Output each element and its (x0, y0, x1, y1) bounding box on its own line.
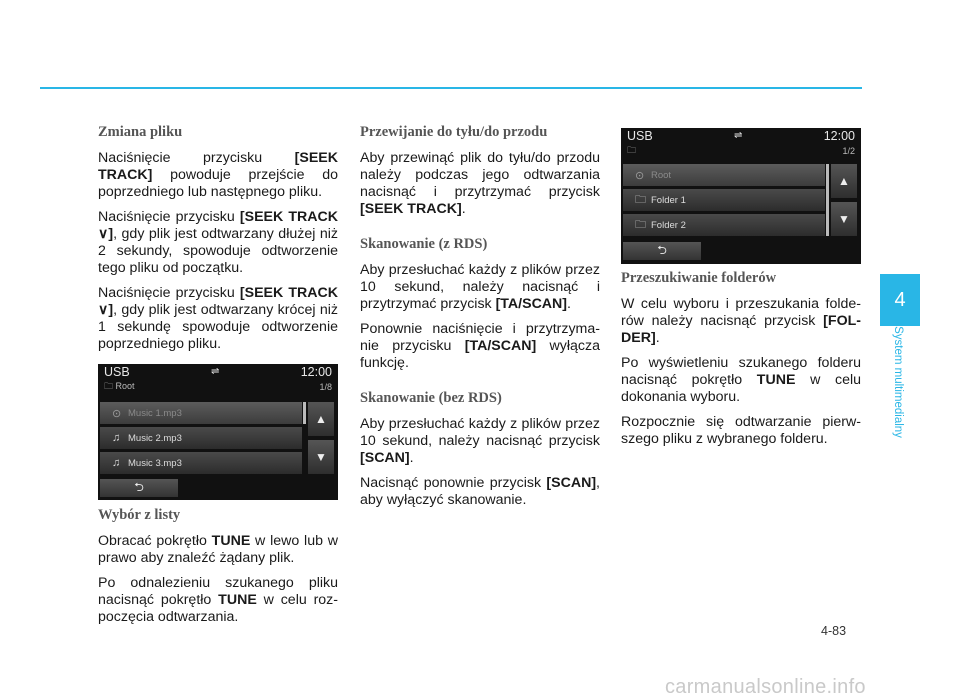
list-item[interactable] (100, 427, 302, 449)
path (104, 379, 135, 395)
text: Aby przesłuchać każdy z plików przez 10 sekund, należy nacisnąć przycisk (360, 416, 600, 449)
arrow-down-icon: ▼ (838, 212, 850, 226)
screen-status-bar (621, 128, 861, 143)
paragraph (98, 285, 338, 353)
clock: 12:00 (300, 364, 332, 379)
music-note-icon: ♫ (112, 457, 121, 469)
usb-icon: ⇌ (211, 366, 220, 377)
text: Nacisnąć ponownie przycisk (360, 475, 547, 491)
text: Naciśnięcie przycisku (98, 209, 240, 225)
list-item-label: Folder 1 (651, 194, 686, 206)
scroll-up-button[interactable] (308, 402, 334, 436)
text: Po odnalezieniu szukanego pliku nacisnąć pokrętło (98, 575, 338, 608)
text: W celu wyboru i przeszukania folde-rów należy nacisnąć przycisk (621, 296, 861, 329)
column-3 (621, 270, 861, 456)
scrollbar[interactable] (826, 164, 829, 236)
text: powoduje przejście do poprzedniego lub następnego pliku. (98, 167, 338, 200)
usb-folder-list-screen (621, 128, 861, 264)
list-item[interactable] (623, 189, 825, 211)
paragraph (360, 475, 600, 509)
paragraph (98, 533, 338, 567)
button-ref: [SCAN] (360, 450, 410, 466)
usb-icon: ⇌ (734, 130, 743, 141)
paragraph (360, 321, 600, 372)
text: w celu roz-poczęcia odtwarzania. (98, 592, 339, 625)
text: . (409, 450, 414, 466)
text: w celu dokonania wyboru. (621, 372, 862, 405)
source-label: USB (627, 128, 653, 143)
list-item-label: Music 1.mp3 (128, 407, 182, 419)
list-item[interactable] (100, 402, 302, 424)
scroll-down-button[interactable] (308, 440, 334, 474)
button-ref: [SEEK TRACK ∨] (98, 285, 339, 318)
folder-icon: 🗀 (104, 380, 114, 391)
text: , gdy plik jest odtwarzany dłużej niż 2 sekundy, spowoduje odtworzenie tego pliku od początku. (98, 226, 338, 276)
path-label: Root (115, 380, 135, 391)
text: Aby przewinąć plik do tyłu/do przodu należy podczas jego odtwarzania nacisnąć i przytrzymać przycisk (360, 150, 600, 200)
button-ref: [FOL-DER] (621, 313, 861, 346)
paragraph (98, 575, 338, 626)
folder-icon: 🗀 (635, 218, 646, 231)
list-item[interactable] (623, 214, 825, 236)
text: wyłącza funkcję. (360, 338, 600, 371)
text: Naciśnięcie przycisku (98, 150, 295, 166)
paragraph (98, 150, 338, 201)
paragraph (98, 209, 338, 277)
knob-ref: TUNE (756, 372, 796, 388)
text: Naciśnięcie przycisku (98, 285, 240, 301)
column-2 (360, 124, 600, 517)
paragraph (360, 416, 600, 467)
folder-icon: 🗀 (627, 144, 637, 155)
play-circle-icon: ⊙ (635, 169, 645, 182)
back-button[interactable] (623, 242, 701, 260)
column-1-lower (98, 507, 338, 634)
usb-file-list-screen (98, 364, 338, 500)
paragraph: Rozpocznie się odtwarzanie pierw-szego pliku z wybranego folderu. (621, 414, 861, 447)
knob-ref: TUNE (211, 533, 251, 549)
section-label-container (878, 322, 918, 482)
list-item-label: Root (651, 169, 672, 181)
folder-icon: 🗀 (635, 193, 646, 206)
heading-rewind: Przewijanie do tyłu/do przodu (360, 124, 548, 140)
heading-scan-rds: Skanowanie (z RDS) (360, 236, 488, 252)
scroll-down-button[interactable] (831, 202, 857, 236)
scroll-up-button[interactable] (831, 164, 857, 198)
heading-scan-no-rds: Skanowanie (bez RDS) (360, 390, 502, 406)
page-indicator: 1/8 (319, 381, 332, 392)
path-bar (98, 379, 338, 394)
knob-ref: TUNE (218, 592, 257, 608)
text: Po wyświetleniu szukanego folderu nacisnąć pokrętło (621, 355, 861, 388)
heading-list-selection: Wybór z listy (98, 507, 181, 523)
text: w lewo lub w prawo aby znaleźć żądany plik. (98, 533, 338, 566)
column-1 (98, 124, 338, 361)
arrow-down-icon: ▼ (315, 450, 327, 464)
source-label: USB (104, 364, 130, 379)
text: , aby wyłączyć skanowanie. (360, 475, 600, 508)
button-ref: [TA/SCAN] (464, 338, 537, 354)
back-button[interactable] (100, 479, 178, 497)
text: . (461, 201, 466, 217)
text: , gdy plik jest odtwarzany krócej niż 1 sekundę spowoduje odtworzenie poprzedniego pliku. (98, 302, 338, 352)
page-indicator: 1/2 (842, 145, 855, 156)
list-item[interactable] (623, 164, 825, 186)
music-note-icon: ♫ (112, 432, 121, 444)
paragraph (621, 296, 861, 347)
list-item[interactable] (100, 452, 302, 474)
play-circle-icon: ⊙ (112, 407, 122, 420)
watermark: carmanualsonline.info (665, 676, 866, 698)
paragraph (360, 262, 600, 313)
paragraph (360, 150, 600, 218)
list-item-label: Music 3.mp3 (128, 457, 182, 469)
text: Obracać pokrętło (98, 533, 212, 549)
clock: 12:00 (823, 128, 855, 143)
screen-status-bar (98, 364, 338, 379)
path-bar (621, 143, 861, 158)
button-ref: [SEEK TRACK] (98, 150, 338, 183)
chapter-tab: 4 (880, 274, 920, 326)
heading-file-change: Zmiana pliku (98, 124, 183, 140)
button-ref: [SCAN] (546, 475, 597, 491)
arrow-up-icon: ▲ (838, 174, 850, 188)
back-icon: ⮌ (657, 242, 667, 257)
list-item-label: Music 2.mp3 (128, 432, 182, 444)
text: Aby przesłuchać każdy z plików przez 10 sekund, należy nacisnąć i przytrzymać przycisk (360, 262, 600, 312)
arrow-up-icon: ▲ (315, 412, 327, 426)
text: . (655, 330, 660, 346)
heading-folder-search: Przeszukiwanie folderów (621, 270, 777, 286)
list-item-label: Folder 2 (651, 219, 686, 231)
scrollbar[interactable] (303, 402, 306, 424)
back-icon: ⮌ (134, 479, 144, 494)
button-ref: [SEEK TRACK] (360, 201, 462, 217)
page-number: 4-83 (821, 624, 847, 638)
text: Ponownie naciśnięcie i przytrzyma-nie przycisku (360, 321, 600, 354)
button-ref: [SEEK TRACK ∨] (98, 209, 339, 242)
paragraph (621, 355, 861, 406)
section-label: System multimedialny (892, 326, 904, 438)
button-ref: [TA/SCAN] (495, 296, 568, 312)
header-rule (40, 87, 862, 89)
text: . (567, 296, 571, 312)
